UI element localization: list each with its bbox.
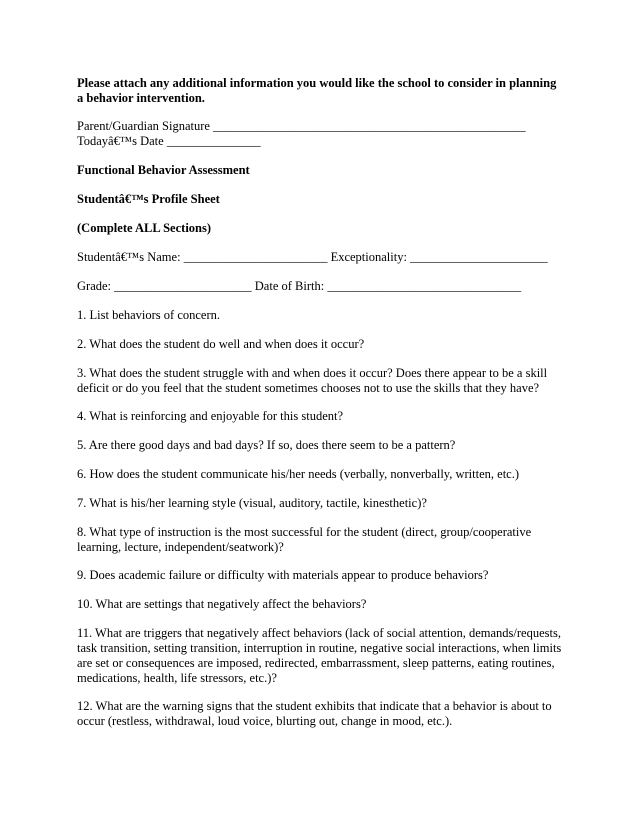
question-7 bbox=[77, 496, 567, 511]
question-11 bbox=[77, 626, 567, 686]
question-line: 2. What does the student do well and when does it occur? bbox=[77, 337, 365, 351]
parent-signature-blank[interactable]: __________________________________________________ bbox=[213, 119, 526, 133]
question-line: 1. List behaviors of concern. bbox=[77, 308, 221, 322]
question-line: 9. Does academic failure or difficulty with materials appear to produce behaviors? bbox=[77, 568, 489, 582]
question-4 bbox=[77, 409, 567, 424]
question-line: 3. What does the student struggle with and when does it occur? Does there appear to be a skill bbox=[77, 366, 548, 380]
question-line: 6. How does the student communicate his/her needs (verbally, nonverbally, written, etc.) bbox=[77, 467, 519, 481]
question-line: 8. What type of instruction is the most successful for the student (direct, group/cooperative bbox=[77, 525, 532, 539]
dob-label: Date of Birth: bbox=[254, 279, 325, 293]
exceptionality-label: Exceptionality: bbox=[330, 250, 407, 264]
complete-sections-heading: (Complete ALL Sections) bbox=[77, 221, 212, 235]
profile-heading: Studentâ€™s Profile Sheet bbox=[77, 192, 220, 206]
intro-paragraph bbox=[77, 76, 567, 106]
student-name-blank[interactable]: _______________________ bbox=[183, 250, 328, 264]
today-date-line bbox=[77, 134, 567, 149]
student-name-label: Studentâ€™s Name: bbox=[77, 250, 181, 264]
grade-dob-row bbox=[77, 279, 567, 294]
grade-blank[interactable]: ______________________ bbox=[114, 279, 252, 293]
question-line: 11. What are triggers that negatively affect behaviors (lack of social attention, demands/requests, bbox=[77, 626, 561, 640]
dob-blank[interactable]: _______________________________ bbox=[327, 279, 522, 293]
parent-signature-line bbox=[77, 119, 567, 134]
question-line: 10. What are settings that negatively affect the behaviors? bbox=[77, 597, 367, 611]
question-6 bbox=[77, 467, 567, 482]
signature-block bbox=[77, 119, 567, 149]
question-2 bbox=[77, 337, 567, 352]
question-line: deficit or do you feel that the student sometimes chooses not to use the skills that they have? bbox=[77, 381, 540, 395]
question-8 bbox=[77, 525, 567, 555]
question-5 bbox=[77, 438, 567, 453]
question-1 bbox=[77, 308, 567, 323]
today-date-label: Todayâ€™s Date bbox=[77, 134, 164, 148]
question-line: learning, lecture, independent/seatwork)? bbox=[77, 540, 284, 554]
name-exceptionality-row bbox=[77, 250, 567, 265]
fba-heading: Functional Behavior Assessment bbox=[77, 163, 250, 177]
question-line: 12. What are the warning signs that the student exhibits that indicate that a behavior is about to bbox=[77, 699, 552, 713]
question-line: 7. What is his/her learning style (visual, auditory, tactile, kinesthetic)? bbox=[77, 496, 427, 510]
question-line: occur (restless, withdrawal, loud voice, blurting out, change in mood, etc.). bbox=[77, 714, 453, 728]
question-line: medications, health, life stressors, etc.)? bbox=[77, 671, 277, 685]
question-line: task transition, setting transition, interruption in routine, negative social interactions, when limits bbox=[77, 641, 562, 655]
question-line: are set or consequences are imposed, redirected, embarrassment, sleep patterns, eating routines, bbox=[77, 656, 555, 670]
question-9 bbox=[77, 568, 567, 583]
intro-line: Please attach any additional information you would like the school to consider in planning bbox=[77, 76, 557, 90]
today-date-blank[interactable]: _______________ bbox=[166, 134, 261, 148]
question-line: 5. Are there good days and bad days? If so, does there seem to be a pattern? bbox=[77, 438, 456, 452]
question-12 bbox=[77, 699, 567, 729]
parent-signature-label: Parent/Guardian Signature bbox=[77, 119, 210, 133]
exceptionality-blank[interactable]: ______________________ bbox=[410, 250, 548, 264]
question-3 bbox=[77, 366, 567, 396]
question-line: 4. What is reinforcing and enjoyable for this student? bbox=[77, 409, 344, 423]
intro-line: a behavior intervention. bbox=[77, 91, 205, 105]
question-10 bbox=[77, 597, 567, 612]
grade-label: Grade: bbox=[77, 279, 112, 293]
